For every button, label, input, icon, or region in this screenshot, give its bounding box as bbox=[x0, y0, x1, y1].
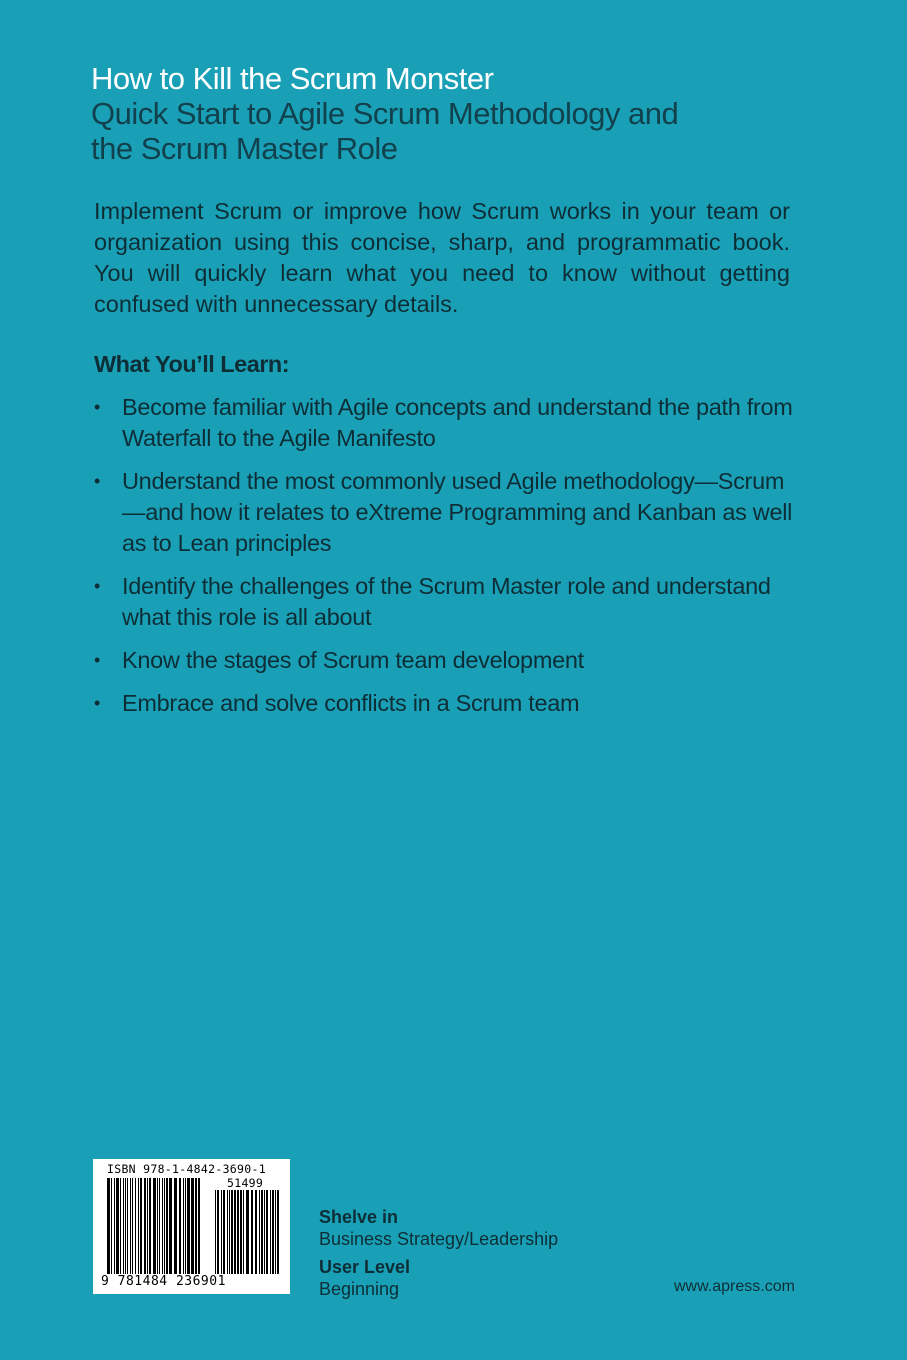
barcode-bar bbox=[272, 1190, 274, 1274]
barcode-bar bbox=[227, 1190, 228, 1274]
barcode-bar bbox=[195, 1178, 197, 1274]
barcode-bar bbox=[234, 1190, 236, 1274]
barcode-bar bbox=[174, 1178, 177, 1274]
user-level-label: User Level bbox=[319, 1257, 411, 1277]
barcode-bar bbox=[275, 1190, 276, 1274]
barcode-bar bbox=[246, 1190, 249, 1274]
isbn-number: ISBN 978-1-4842-3690-1 bbox=[107, 1162, 266, 1176]
bullet-icon: • bbox=[94, 650, 101, 670]
learning-item-text: Understand the most commonly used Agile methodology—Scrum—and how it relates to eXtreme Programming and Kanban as well as to Lean principles bbox=[122, 468, 793, 556]
barcode-bar bbox=[153, 1178, 156, 1274]
barcode-bar bbox=[240, 1190, 242, 1274]
barcode-bar bbox=[261, 1190, 263, 1274]
bullet-icon: • bbox=[94, 576, 101, 596]
barcode-bar bbox=[114, 1178, 115, 1274]
user-level-value: Beginning bbox=[319, 1279, 400, 1299]
barcode-bar bbox=[185, 1178, 186, 1274]
barcode-bar bbox=[169, 1178, 172, 1274]
learning-item-text: Know the stages of Scrum team development bbox=[122, 647, 584, 673]
shelving-info bbox=[319, 1206, 558, 1306]
book-title: How to Kill the Scrum Monster bbox=[91, 61, 494, 96]
learning-item-text: Become familiar with Agile concepts and understand the path from Waterfall to the Agile Manifesto bbox=[122, 394, 793, 451]
learning-item bbox=[94, 571, 794, 633]
main-barcode-icon bbox=[107, 1178, 200, 1274]
ean-number: 9 781484 236901 bbox=[101, 1274, 226, 1289]
barcode-bar bbox=[164, 1178, 165, 1274]
barcode-bar bbox=[231, 1190, 233, 1274]
shelve-label: Shelve in bbox=[319, 1207, 399, 1227]
barcode-bar bbox=[166, 1178, 168, 1274]
isbn-barcode bbox=[93, 1159, 290, 1294]
learning-item-text: Identify the challenges of the Scrum Master role and understand what this role is all about bbox=[122, 573, 771, 630]
barcode-bar bbox=[191, 1178, 194, 1274]
book-description: Implement Scrum or improve how Scrum works in your team or organization using this concise, sharp, and programmatic book. You will quickly learn what you need to know without getting confused with unnecessary details. bbox=[94, 198, 790, 317]
barcode-bar bbox=[132, 1178, 133, 1274]
barcode-bar bbox=[157, 1178, 158, 1274]
bullet-icon: • bbox=[94, 397, 101, 417]
barcode-bar bbox=[266, 1190, 268, 1274]
barcode-bar bbox=[147, 1178, 148, 1274]
barcode-bar bbox=[187, 1178, 190, 1274]
barcode-bar bbox=[162, 1178, 163, 1274]
barcode-bar bbox=[149, 1178, 151, 1274]
barcode-bar bbox=[135, 1178, 136, 1274]
barcode-bar bbox=[237, 1190, 239, 1274]
barcode-bar bbox=[123, 1178, 124, 1274]
barcode-bar bbox=[229, 1190, 230, 1274]
barcode-bar bbox=[107, 1178, 110, 1274]
barcode-bar bbox=[183, 1178, 184, 1274]
learning-item bbox=[94, 688, 794, 719]
book-subtitle: Quick Start to Agile Scrum Methodology and the Scrum Master Role bbox=[91, 96, 679, 166]
barcode-bar bbox=[270, 1190, 271, 1274]
barcode-bar bbox=[130, 1178, 131, 1274]
bullet-icon: • bbox=[94, 693, 101, 713]
barcode-bar bbox=[255, 1190, 257, 1274]
barcode-bar bbox=[264, 1190, 265, 1274]
barcode-bar bbox=[179, 1178, 181, 1274]
shelve-category: Business Strategy/Leadership bbox=[319, 1229, 559, 1249]
barcode-bar bbox=[116, 1178, 119, 1274]
learning-item-text: Embrace and solve conflicts in a Scrum team bbox=[122, 690, 580, 716]
barcode-bar bbox=[125, 1178, 126, 1274]
barcode-bar bbox=[111, 1178, 112, 1274]
barcode-bar bbox=[277, 1190, 279, 1274]
barcode-bar bbox=[217, 1190, 219, 1274]
barcode-bar bbox=[243, 1190, 244, 1274]
barcode-bar bbox=[198, 1178, 200, 1274]
barcode-bar bbox=[144, 1178, 146, 1274]
barcode-bar bbox=[259, 1190, 260, 1274]
barcode-bar bbox=[138, 1178, 139, 1274]
learning-list bbox=[94, 392, 794, 731]
learning-item bbox=[94, 645, 794, 676]
barcode-bar bbox=[215, 1190, 216, 1274]
learning-item bbox=[94, 466, 794, 559]
barcode-bar bbox=[127, 1178, 128, 1274]
barcode-bar bbox=[159, 1178, 160, 1274]
learn-heading: What You’ll Learn: bbox=[94, 351, 290, 377]
barcode-bar bbox=[251, 1190, 253, 1274]
publisher-url: www.apress.com bbox=[674, 1278, 795, 1295]
bullet-icon: • bbox=[94, 471, 101, 491]
addon-barcode-icon bbox=[215, 1190, 279, 1274]
learning-item bbox=[94, 392, 794, 454]
barcode-bar bbox=[223, 1190, 225, 1274]
barcode-bar bbox=[140, 1178, 142, 1274]
price-code: 51499 bbox=[227, 1176, 264, 1190]
barcode-bar bbox=[221, 1190, 222, 1274]
barcode-bar bbox=[120, 1178, 121, 1274]
